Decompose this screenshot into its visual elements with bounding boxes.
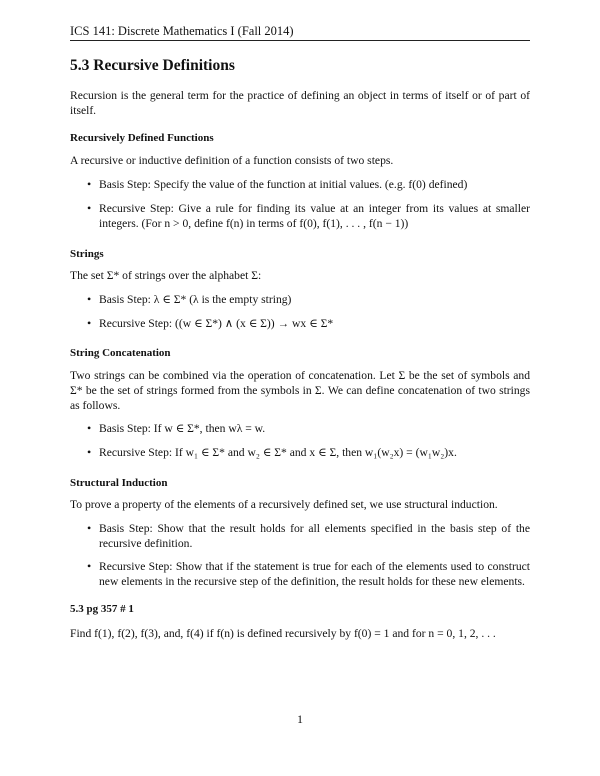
strings-basis-step [87, 292, 530, 307]
bullet-dot: • [87, 201, 92, 215]
bullet-text: Recursive Step: Show that if the statement is true for each of the elements used to construct new elements in the recursive step of the definition, the result holds for these new elements. [99, 560, 530, 588]
induction-intro: To prove a property of the elements of a recursively defined set, we use structural induction. [70, 498, 498, 511]
strings-intro: The set Σ* of strings over the alphabet Σ: [70, 269, 262, 282]
concatenation-intro: Two strings can be combined via the operation of concatenation. Let Σ be the set of symbols and Σ* be the set of strings formed from the symbols in Σ. We can define concatenation of two strings as follows. [70, 369, 530, 412]
bullet-text: Recursive Step: Give a rule for finding its value at an integer from its values at smaller integers. (For n > 0, define f(n) in terms of f(0), f(1), . . . , f(n − 1)) [99, 202, 530, 230]
functions-basis-step [87, 177, 530, 192]
heading-string-concatenation: String Concatenation [70, 347, 171, 359]
heading-structural-induction: Structural Induction [70, 477, 168, 489]
induction-basis-step [87, 521, 530, 551]
functions-intro: A recursive or inductive definition of a function consists of two steps. [70, 154, 394, 167]
section-title: 5.3 Recursive Definitions [70, 57, 235, 74]
functions-recursive-step [87, 201, 530, 231]
concatenation-recursive-step [87, 445, 530, 460]
bullet-dot: • [87, 292, 92, 306]
heading-exercise: 5.3 pg 357 # 1 [70, 603, 134, 615]
recursion-intro: Recursion is the general term for the practice of defining an object in terms of itself or of part of itself. [70, 89, 530, 117]
bullet-dot: • [87, 177, 92, 191]
bullet-text: Basis Step: Specify the value of the function at initial values. (e.g. f(0) defined) [99, 178, 468, 191]
bullet-text: Basis Step: λ ∈ Σ* (λ is the empty string) [99, 293, 292, 306]
bullet-text: Recursive Step: ((w ∈ Σ*) ∧ (x ∈ Σ)) → wx ∈ Σ* [99, 317, 334, 330]
concatenation-basis-step [87, 421, 530, 436]
heading-recursive-functions: Recursively Defined Functions [70, 132, 214, 144]
bullet-dot: • [87, 445, 92, 459]
strings-recursive-step [87, 316, 530, 331]
induction-recursive-step [87, 559, 530, 589]
exercise-text: Find f(1), f(2), f(3), and, f(4) if f(n) is defined recursively by f(0) = 1 and for n = 0, 1, 2, . . . [70, 627, 496, 640]
page-number: 1 [297, 712, 303, 726]
heading-strings: Strings [70, 248, 104, 260]
bullet-text: Basis Step: Show that the result holds for all elements specified in the basis step of the recursive definition. [99, 522, 530, 550]
bullet-dot: • [87, 559, 92, 573]
bullet-dot: • [87, 521, 92, 535]
bullet-text: Basis Step: If w ∈ Σ*, then wλ = w. [99, 422, 266, 435]
bullet-dot: • [87, 421, 92, 435]
bullet-dot: • [87, 316, 92, 330]
bullet-text: Recursive Step: If w₁ ∈ Σ* and w₂ ∈ Σ* and x ∈ Σ, then w₁(w₂x) = (w₁w₂)x. [99, 446, 457, 459]
running-head: ICS 141: Discrete Mathematics I (Fall 2014) [70, 24, 530, 41]
